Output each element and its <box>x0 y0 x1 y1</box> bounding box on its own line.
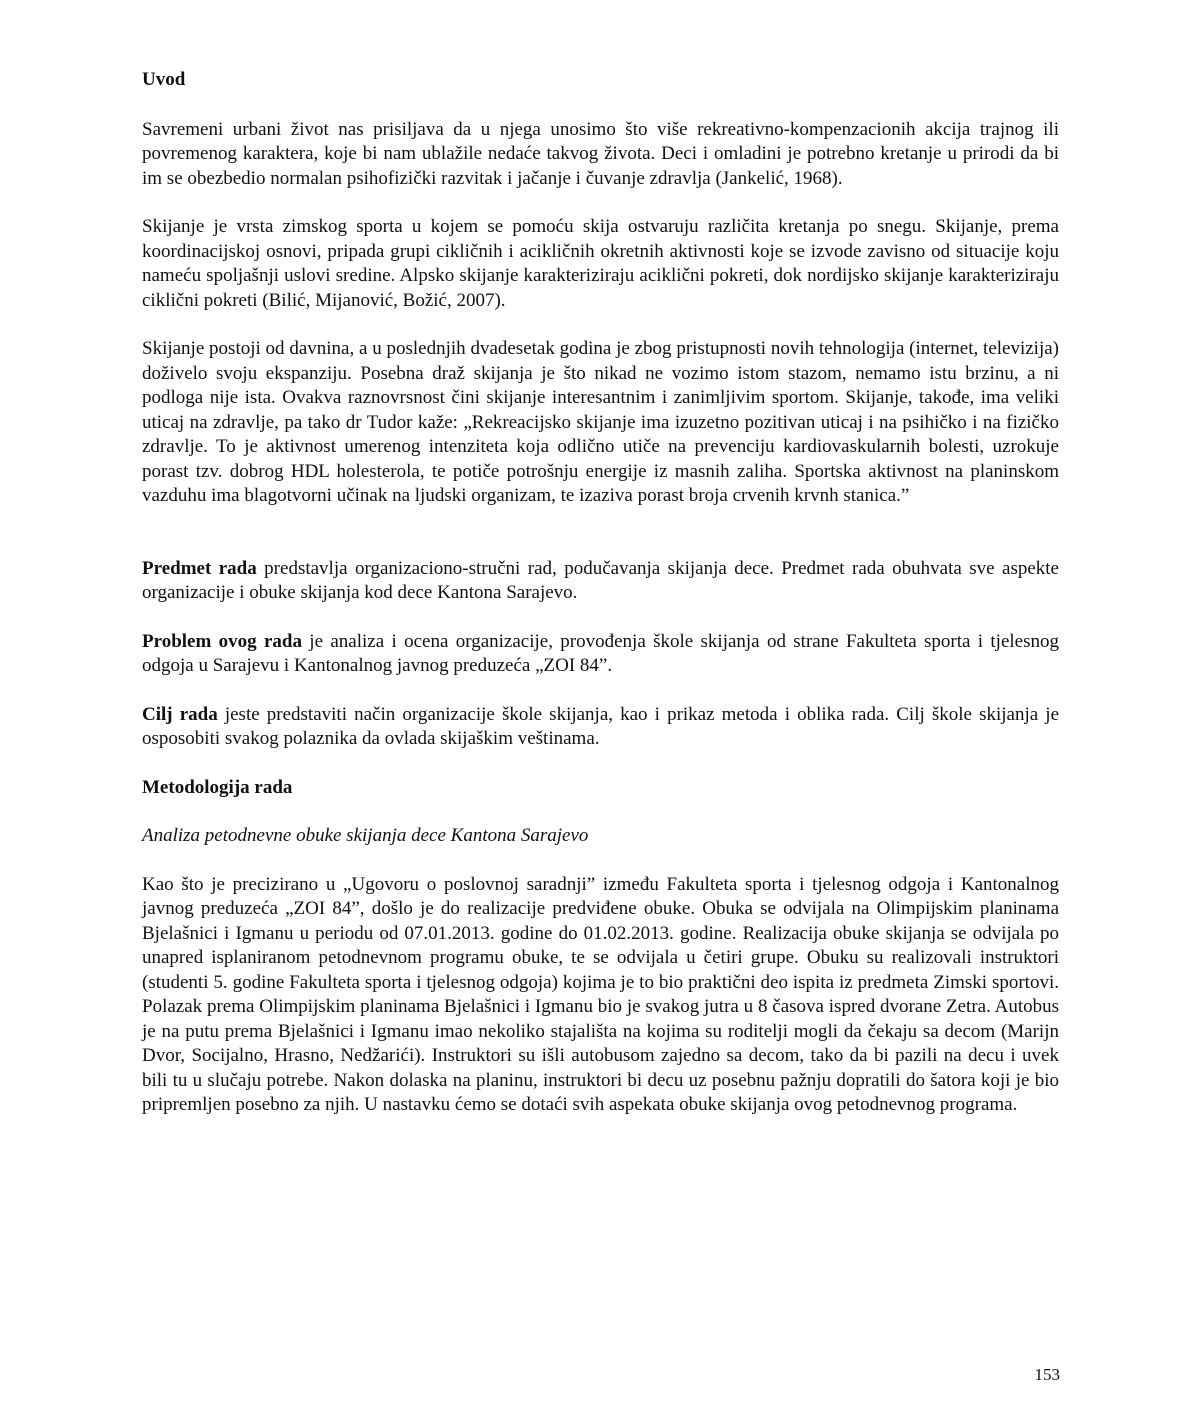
paragraph-problem-rada <box>142 630 1059 679</box>
paragraph-cilj-rada <box>142 703 1059 752</box>
section-heading-uvod: Uvod <box>142 69 186 90</box>
paragraph-predmet-rada <box>142 557 1059 606</box>
paragraph-intro-1: Savremeni urbani život nas prisiljava da u njega unosimo što više rekreativno-kompenzacionih akcija trajnog ili povremenog karaktera, koje bi nam ublažile nedaće takvog života. Deci i omladini je potrebno kretanje u prirodi da bi im se obezbedio normalan psihofizički razvitak i jačanje i čuvanje zdravlja (Jankelić, 1968). <box>142 118 1059 189</box>
predmet-rada-label: Predmet rada <box>142 557 257 579</box>
section-heading-metodologija: Metodologija rada <box>142 776 293 798</box>
cilj-rada-label: Cilj rada <box>142 703 218 725</box>
subheading-analiza: Analiza petodnevne obuke skijanja dece Kantona Sarajevo <box>142 825 589 846</box>
problem-rada-text: je analiza i ocena organizacije, provođenja škole skijanja od strane Fakulteta sporta i tjelesnog odgoja u Sarajevu i Kantonalnog javnog preduzeća „ZOI 84”. <box>142 630 1059 676</box>
paragraph-metodologija: Kao što je precizirano u „Ugovoru o poslovnoj saradnji” između Fakulteta sporta i tjelesnog odgoja i Kantonalnog javnog preduzeća „ZOI 84”, došlo je do realizacije predviđene obuke. Obuka se odvijala na Olimpijskim planinama Bjelašnici i Igmanu u periodu od 07.01.2013. godine do 01.02.2013. godine. Realizacija obuke skijanja se odvijala po unapred isplaniranom petodnevnom programu obuke, te se odvijala u četiri grupe. Obuku su realizovali instruktori (studenti 5. godine Fakulteta sporta i tjelesnog odgoja) kojima je to bio praktični deo ispita iz predmeta Zimski sportovi. Polazak prema Olimpijskim planinama Bjelašnici i Igmanu bio je svakog jutra u 8 časova ispred dvorane Zetra. Autobus je na putu prema Bjelašnici i Igmanu imao nekoliko stajališta na kojima su roditelji mogli da čekaju sa decom (Marijn Dvor, Socijalno, Hrasno, Nedžarići). Instruktori su išli autobusom zajedno sa decom, tako da bi pazili na decu i uvek bili tu u slučaju potrebe. Nakon dolaska na planinu, instruktori bi decu uz posebnu pažnju dopratili do šatora koji je bio pripremljen posebno za njih. U nastavku ćemo se dotaći svih aspekata obuke skijanja ovog petodnevnog programa. <box>142 873 1059 1115</box>
document-page <box>142 68 1059 1118</box>
paragraph-intro-3: Skijanje postoji od davnina, a u poslednjih dvadesetak godina je zbog pristupnosti novih tehnologija (internet, televizija) doživelo svoju ekspanziju. Posebna draž skijanja je što nikad ne vozimo istom stazom, nemamo istu brzinu, a ni podloga nije ista. Ovakva raznovrsnost čini skijanje interesantnim i zanimljivim sportom. Skijanje, takođe, ima veliki uticaj na zdravlje, pa tako dr Tudor kaže: „Rekreacijsko skijanje ima izuzetno pozitivan uticaj i na psihičko i na fizičko zdravlje. To je aktivnost umerenog intenziteta koja odlično utiče na prevenciju kardiovaskularnih bolesti, uzrokuje porast tzv. dobrog HDL holesterola, te potiče potrošnju energije iz masnih zaliha. Sportska aktivnost na planinskom vazduhu ima blagotvorni učinak na ljudski organizam, te izaziva porast broja crvenih krvnh stanica.” <box>142 338 1059 506</box>
predmet-rada-text: predstavlja organizaciono-stručni rad, podučavanja skijanja dece. Predmet rada obuhvata sve aspekte organizacije i obuke skijanja kod dece Kantona Sarajevo. <box>142 557 1059 603</box>
page-number: 153 <box>1034 1365 1060 1384</box>
problem-rada-label: Problem ovog rada <box>142 630 302 652</box>
paragraph-intro-2: Skijanje je vrsta zimskog sporta u kojem se pomoću skija ostvaruju različita kretanja po snegu. Skijanje, prema koordinacijskoj osnovi, pripada grupi cikličnih i acikličnih okretnih aktivnosti koje se izvode zavisno od situacije koju nameću spoljašnji uslovi sredine. Alpsko skijanje karakteriziraju aciklični pokreti, dok nordijsko skijanje karakteriziraju ciklični pokreti (Bilić, Mijanović, Božić, 2007). <box>142 216 1059 311</box>
cilj-rada-text: jeste predstaviti način organizacije škole skijanja, kao i prikaz metoda i oblika rada. Cilj škole skijanja je osposobiti svakog polaznika da ovlada skijaškim veštinama. <box>142 703 1060 749</box>
